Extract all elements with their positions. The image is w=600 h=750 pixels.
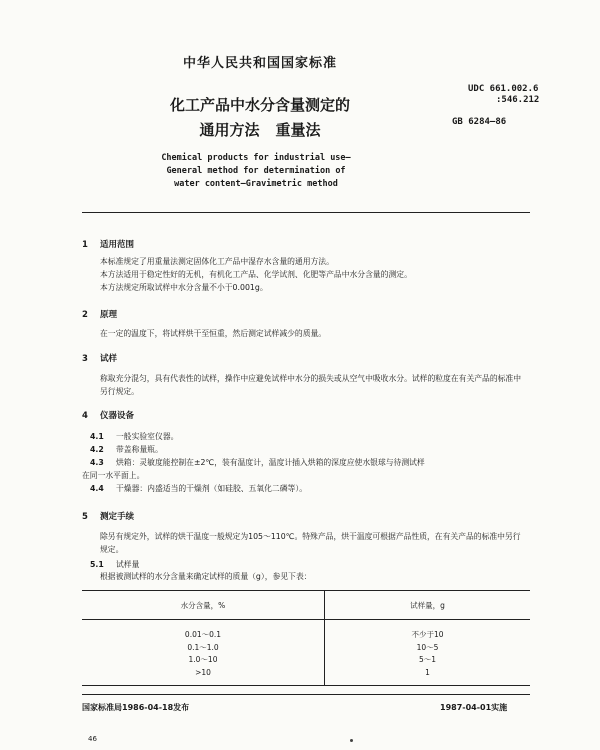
- table-row: [82, 654, 530, 667]
- section-4-title: 仪器设备: [100, 411, 135, 421]
- section-1-body: [100, 255, 520, 294]
- section-5-paragraph-2: 根据被测试样的水分含量来确定试样的质量（g），参见下表：: [100, 572, 312, 581]
- gb-number: GB 6284—86: [452, 117, 507, 127]
- header-divider: [82, 212, 530, 213]
- effective-date: 1987-04-01实施: [440, 703, 508, 712]
- section-1-number: 1: [82, 240, 88, 250]
- table-cell-water: 0.1～1.0: [82, 642, 325, 655]
- udc-line-2: :546.212: [496, 95, 540, 105]
- section-3-number: 3: [82, 354, 88, 364]
- table-cell-water: >10: [82, 667, 325, 686]
- title-cn-line-2a: 通用方法: [199, 121, 260, 139]
- item-4-1: [90, 430, 530, 443]
- item-4-2-number: 4.2: [90, 445, 104, 454]
- section-1-paragraph-3: 本方法规定所取试样中水分含量不小于0.001g。: [100, 283, 268, 292]
- item-4-3-text: 烘箱：灵敏度能控制在±2℃，装有温度计，温度计插入烘箱的深度应使水银球与待测试样: [116, 458, 425, 467]
- scan-speck: [350, 739, 353, 742]
- footer-divider: [82, 694, 530, 695]
- table-row: [82, 620, 530, 642]
- title-cn-line-2b: 重量法: [275, 121, 321, 139]
- title-cn-line-1: 化工产品中水分含量测定的: [169, 96, 350, 114]
- page-number: 46: [88, 735, 97, 743]
- table-header-sample-mass: 试样量，g: [325, 591, 531, 620]
- section-3-title: 试样: [100, 354, 118, 364]
- table-cell-water: 0.01～0.1: [82, 620, 325, 642]
- title-en-line-3: water content—Gravimetric method: [174, 179, 338, 189]
- section-4-number: 4: [82, 411, 88, 421]
- title-en-line-2: General method for determination of: [166, 166, 346, 176]
- item-4-3-continued: 在同一水平面上。: [82, 471, 145, 480]
- section-4-heading: [82, 409, 134, 421]
- section-5-body: [82, 530, 522, 556]
- section-5-heading: [82, 510, 134, 522]
- table-row: [82, 667, 530, 686]
- item-4-2-text: 带盖称量瓶。: [116, 445, 163, 454]
- section-5-number: 5: [82, 512, 88, 522]
- item-4-3: [90, 456, 530, 469]
- section-2-paragraph-1: 在一定的温度下，将试样烘干至恒重，然后测定试样减少的质量。: [100, 329, 327, 338]
- subsection-5-1-title: 试样量: [116, 560, 140, 569]
- document-title-en: [0, 152, 512, 191]
- item-4-1-text: 一般实验室仪器。: [116, 432, 179, 441]
- title-cn-line-2: [0, 118, 520, 143]
- table-header-water-content: 水分含量，%: [82, 591, 325, 620]
- table-cell-water: 1.0～10: [82, 654, 325, 667]
- sample-mass-table: [82, 590, 530, 686]
- section-5-paragraph-1: 除另有规定外，试样的烘干温度一般规定为105～110℃。特殊产品，烘干温度可根据产品性质，在有关产品的标准中另行规定。: [100, 532, 521, 554]
- section-3-body: [82, 372, 522, 398]
- section-1-paragraph-2: 本方法适用于稳定性好的无机，有机化工产品、化学试剂、化肥等产品中水分含量的测定。: [100, 270, 412, 279]
- item-4-1-number: 4.1: [90, 432, 104, 441]
- subsection-5-1-number: 5.1: [90, 560, 104, 569]
- item-4-4: [90, 482, 530, 495]
- item-4-2: [90, 443, 530, 456]
- item-4-4-text: 干燥器：内盛适当的干燥剂（如硅胶、五氧化二磷等）。: [116, 484, 308, 493]
- issue-date: 国家标准局1986-04-18发布: [82, 703, 190, 712]
- document-title-cn: [0, 93, 520, 143]
- section-3-paragraph-1: 称取充分混匀，具有代表性的试样，操作中应避免试样中水分的损失或从空气中吸收水分。试样的粒度在有关产品的标准中另行规定。: [100, 374, 522, 396]
- item-4-3-number: 4.3: [90, 458, 104, 467]
- table-cell-mass: 5～1: [418, 655, 437, 664]
- udc-line-1: UDC 661.002.6: [468, 84, 539, 94]
- section-1-paragraph-1: 本标准规定了用重量法测定固体化工产品中湿存水含量的通用方法。: [100, 257, 334, 266]
- table-cell-mass: 不少于10: [411, 630, 444, 639]
- title-en-line-1: Chemical products for industrial use—: [161, 153, 351, 163]
- section-3-heading: [82, 352, 117, 364]
- table-cell-mass: 10～5: [416, 642, 439, 652]
- section-2-heading: [82, 308, 117, 320]
- section-4-items: [82, 430, 530, 495]
- table-cell-mass: 1: [325, 667, 531, 686]
- table-row: [82, 642, 530, 655]
- section-1-heading: [82, 238, 134, 250]
- item-4-4-number: 4.4: [90, 484, 104, 493]
- section-2-title: 原理: [100, 310, 118, 320]
- section-2-number: 2: [82, 310, 88, 320]
- section-5-title: 测定手续: [100, 512, 135, 522]
- standard-header-title: 中华人民共和国国家标准: [182, 56, 337, 71]
- table-header-row: [82, 591, 530, 620]
- section-1-title: 适用范围: [100, 240, 135, 250]
